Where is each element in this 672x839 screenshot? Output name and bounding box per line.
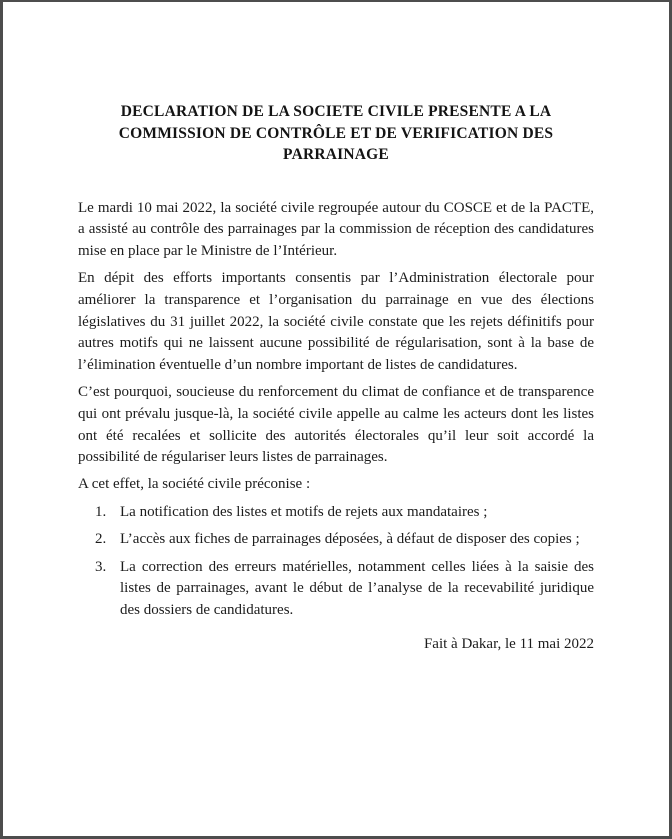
list-item-text: La notification des listes et motifs de rejets aux mandataires ; (120, 504, 488, 521)
paragraph: C’est pourquoi, soucieuse du renforcement du climat de confiance et de transparence qui ont prévalu jusque-là, la société civile appelle au calme les acteurs dont les listes ont été recalées et sollicite des autorités électorales qu’il leur soit accordé la possibilité de régulariser leurs listes de parrainages. (78, 384, 594, 466)
list-item-number: 3. (95, 558, 107, 575)
numbered-list (78, 502, 594, 622)
document-body (3, 198, 669, 656)
list-item-text: La correction des erreurs matérielles, notamment celles liées à la saisie des listes de parrainages, avant le début de l’analyse de la recevabilité juridique des dossiers de candidatures. (120, 558, 594, 618)
dateline: Fait à Dakar, le 11 mai 2022 (423, 635, 594, 652)
document-title (3, 101, 669, 166)
title-line: PARRAINAGE (283, 146, 389, 163)
list-item (78, 529, 594, 551)
paragraph: Le mardi 10 mai 2022, la société civile regroupée autour du COSCE et de la PACTE, a assisté au contrôle des parrainages par la commission de réception des candidatures mise en place par le Ministre de l’Intérieur. (78, 199, 594, 259)
title-line: COMMISSION DE CONTRÔLE ET DE VERIFICATION DES (118, 124, 554, 142)
list-item-number: 2. (95, 531, 107, 548)
title-line: DECLARATION DE LA SOCIETE CIVILE PRESENTE A LA (120, 103, 552, 120)
list-item (78, 502, 594, 524)
list-item-text: L’accès aux fiches de parrainages déposées, à défaut de disposer des copies ; (120, 531, 580, 548)
paragraph-lead-in: A cet effet, la société civile préconise : (78, 476, 311, 493)
paragraph: En dépit des efforts importants consentis par l’Administration électorale pour améliorer la transparence et l’organisation du parrainage en vue des élections législatives du 31 juillet 2022, la société civile constate que les rejets définitifs pour autres motifs qui ne laissent aucune possibilité de régularisation, sont à la base de l’élimination éventuelle d’un nombre important de listes de candidatures. (78, 270, 594, 373)
list-item (78, 557, 594, 622)
list-item-number: 1. (95, 504, 107, 521)
